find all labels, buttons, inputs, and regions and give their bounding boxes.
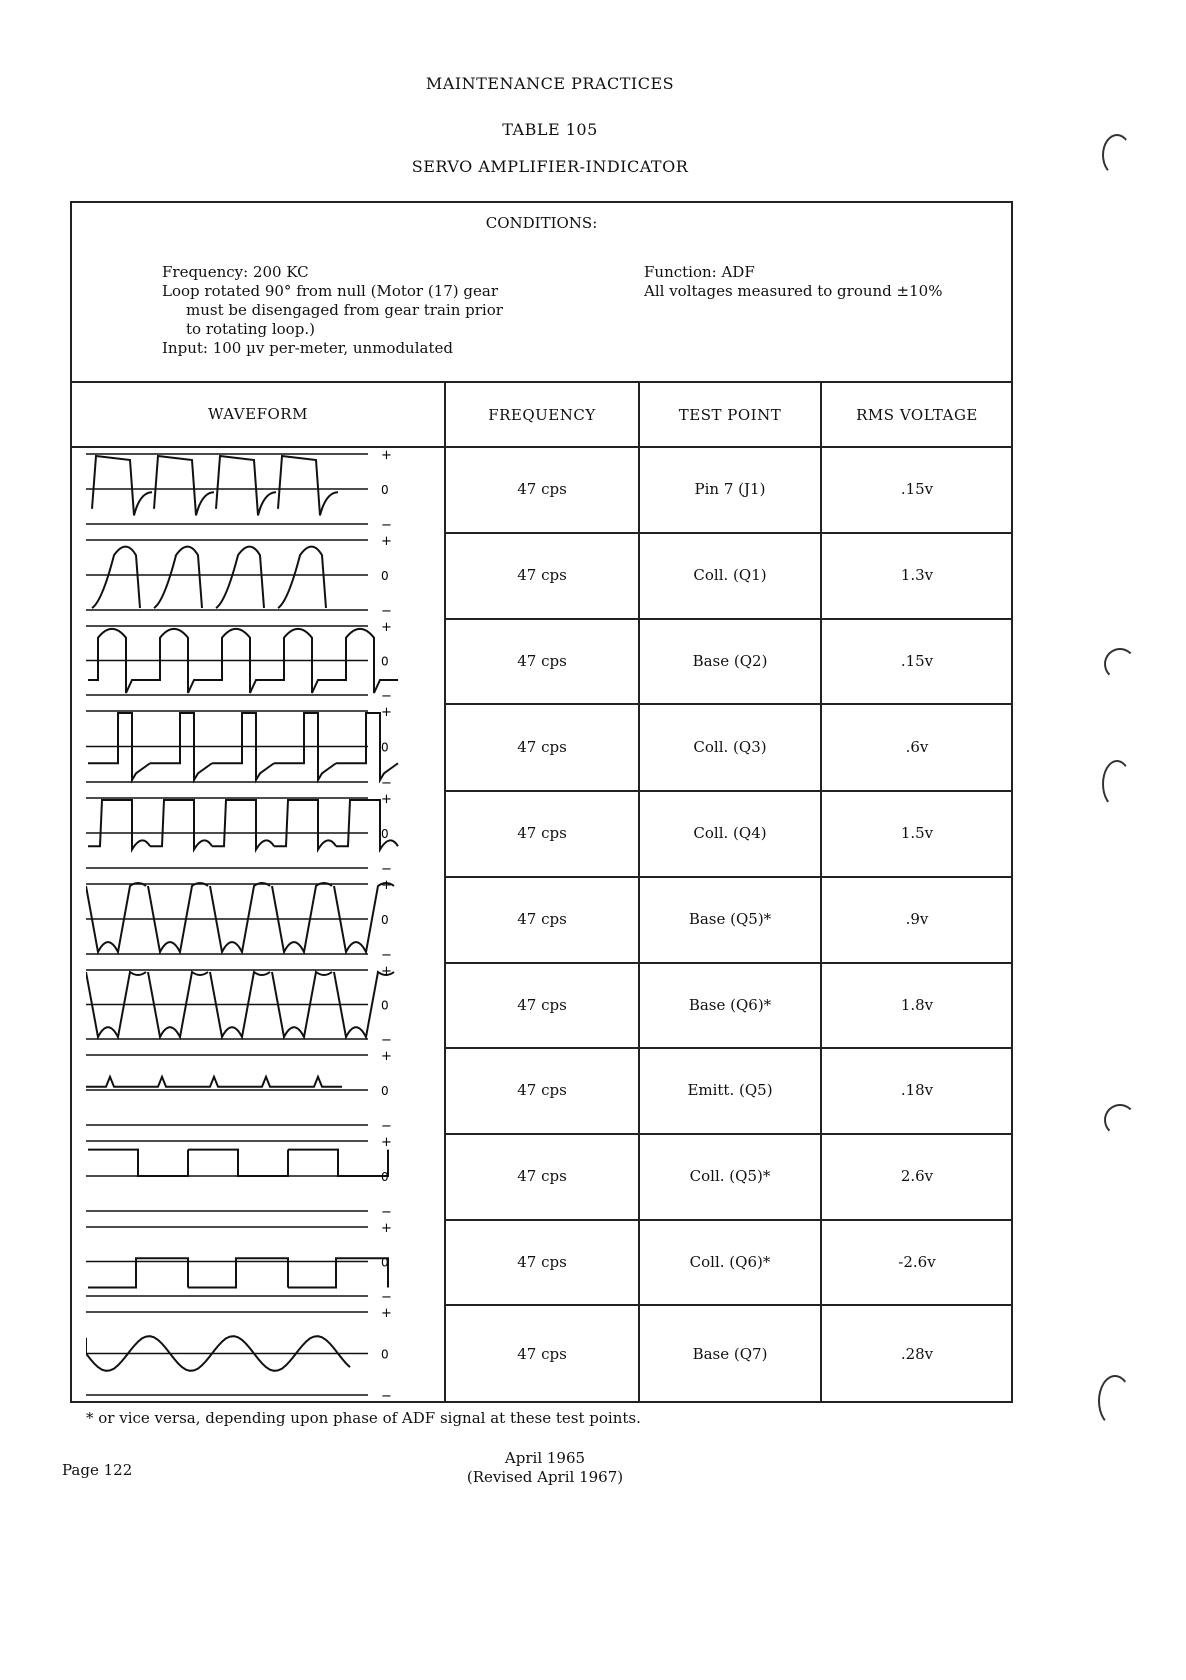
rms-voltage-cell: 1.5v: [900, 824, 934, 842]
test-point-cell: Base (Q2): [692, 651, 768, 670]
condition-line: to rotating loop.): [186, 320, 315, 338]
footer-revised: (Revised April 1967): [466, 1468, 624, 1486]
section-heading: MAINTENANCE PRACTICES: [425, 74, 675, 93]
frequency-cell: 47 cps: [517, 480, 567, 498]
axis-label-plus: +: [381, 534, 392, 549]
axis-label-zero: 0: [381, 654, 389, 669]
axis-label-zero: 0: [381, 1255, 389, 1270]
row-divider: [444, 703, 1013, 705]
waveform-trace: [86, 448, 392, 533]
axis-label-minus: −: [381, 604, 392, 619]
frequency-cell: 47 cps: [517, 1167, 567, 1185]
rms-voltage-cell: .6v: [905, 737, 929, 756]
axis-label-minus: −: [381, 776, 392, 791]
axis-label-zero: 0: [381, 1084, 389, 1098]
frequency-cell: 47 cps: [517, 566, 567, 584]
column-divider: [820, 381, 822, 1403]
column-divider: [444, 381, 446, 1403]
test-point-cell: Emitt. (Q5): [687, 1081, 773, 1099]
footnote: * or vice versa, depending upon phase of ADF signal at these test points.: [86, 1409, 641, 1427]
conditions-divider: [70, 381, 1013, 383]
frequency-cell: 47 cps: [517, 1081, 567, 1099]
axis-label-plus: +: [381, 1135, 392, 1150]
axis-label-minus: −: [381, 1119, 392, 1134]
condition-line: Loop rotated 90° from null (Motor (17) gear: [162, 282, 499, 300]
axis-label-minus: −: [381, 689, 392, 704]
punch-mark: [1098, 1375, 1132, 1427]
axis-label-plus: +: [381, 1306, 392, 1321]
row-divider: [444, 532, 1013, 534]
column-header-test-point: TEST POINT: [678, 406, 782, 424]
conditions-left: [162, 263, 503, 358]
punch-mark: [1102, 134, 1132, 176]
column-header-frequency: FREQUENCY: [488, 406, 596, 424]
row-divider: [444, 1047, 1013, 1049]
waveform-trace: [86, 705, 398, 791]
rms-voltage-cell: 2.6v: [900, 1167, 934, 1185]
frequency-cell: 47 cps: [517, 1252, 567, 1271]
axis-label-plus: +: [381, 705, 392, 720]
test-point-cell: Coll. (Q4): [693, 824, 767, 842]
rms-voltage-cell: .18v: [900, 1081, 934, 1099]
axis-label-minus: −: [381, 1290, 392, 1305]
row-divider: [444, 962, 1013, 964]
axis-label-zero: 0: [381, 827, 389, 841]
test-point-cell: Base (Q6)*: [688, 995, 772, 1014]
frequency-cell: 47 cps: [517, 1344, 567, 1363]
rms-voltage-cell: .15v: [900, 480, 934, 498]
waveform-trace: [86, 878, 394, 963]
axis-label-plus: +: [381, 620, 392, 635]
test-point-cell: Coll. (Q3): [693, 737, 767, 756]
axis-label-zero: 0: [381, 913, 389, 927]
row-divider: [444, 618, 1013, 620]
axis-label-zero: 0: [381, 1170, 389, 1184]
condition-line: Frequency: 200 KC: [162, 263, 309, 281]
axis-label-minus: −: [381, 1033, 392, 1048]
axis-label-minus: −: [381, 862, 392, 877]
rms-voltage-cell: -2.6v: [898, 1252, 936, 1271]
axis-label-zero: 0: [381, 740, 389, 755]
punch-mark: [1104, 648, 1136, 680]
test-point-cell: Base (Q7): [692, 1344, 768, 1363]
frequency-cell: 47 cps: [517, 824, 567, 842]
axis-label-plus: +: [381, 964, 392, 979]
rms-voltage-cell: .28v: [900, 1344, 934, 1363]
frequency-cell: 47 cps: [517, 910, 567, 928]
test-point-cell: Coll. (Q6)*: [689, 1252, 771, 1271]
page-number: Page 122: [62, 1461, 133, 1479]
condition-line: All voltages measured to ground ±10%: [644, 282, 943, 300]
punch-mark: [1102, 760, 1132, 808]
axis-label-plus: +: [381, 448, 392, 463]
column-header-waveform: WAVEFORM: [208, 405, 308, 423]
row-divider: [444, 1219, 1013, 1221]
test-point-cell: Coll. (Q1): [693, 566, 767, 584]
test-point-cell: Pin 7 (J1): [694, 480, 766, 498]
axis-label-minus: −: [381, 1389, 392, 1402]
waveform-trace: [86, 1221, 392, 1305]
table-title: SERVO AMPLIFIER-INDICATOR: [411, 157, 689, 176]
frequency-cell: 47 cps: [517, 651, 567, 670]
condition-line: Function: ADF: [644, 263, 755, 281]
condition-line: Input: 100 µv per-meter, unmodulated: [162, 339, 453, 357]
waveform-trace: [86, 534, 392, 619]
rms-voltage-cell: .15v: [900, 651, 934, 670]
frequency-cell: 47 cps: [517, 737, 567, 756]
axis-label-plus: +: [381, 1049, 392, 1064]
axis-label-plus: +: [381, 878, 392, 893]
row-divider: [444, 876, 1013, 878]
footer-date: April 1965: [504, 1449, 586, 1467]
row-divider: [444, 790, 1013, 792]
axis-label-zero: 0: [381, 569, 389, 583]
frequency-cell: 47 cps: [517, 995, 567, 1014]
rms-voltage-cell: .9v: [905, 910, 929, 928]
rms-voltage-cell: 1.3v: [900, 566, 934, 584]
waveform-trace: [86, 1049, 392, 1134]
waveform-trace: [86, 1306, 392, 1402]
test-point-cell: Coll. (Q5)*: [689, 1167, 771, 1185]
axis-label-minus: −: [381, 518, 392, 533]
row-divider: [444, 1304, 1013, 1306]
axis-label-plus: +: [381, 1221, 392, 1236]
axis-label-minus: −: [381, 948, 392, 963]
punch-mark: [1104, 1104, 1136, 1136]
waveform-column: [86, 447, 416, 1402]
axis-label-minus: −: [381, 1205, 392, 1220]
table-number: TABLE 105: [502, 120, 598, 139]
rms-voltage-cell: 1.8v: [900, 995, 934, 1014]
column-header-rms-voltage: RMS VOLTAGE: [856, 406, 978, 424]
condition-line: must be disengaged from gear train prior: [186, 301, 503, 319]
conditions-heading: CONDITIONS:: [485, 214, 598, 232]
axis-label-zero: 0: [381, 483, 389, 497]
waveform-trace: [86, 620, 398, 704]
row-divider: [444, 1133, 1013, 1135]
column-divider: [638, 381, 640, 1403]
waveform-trace: [86, 964, 394, 1048]
waveform-trace: [86, 1135, 392, 1220]
test-point-cell: Base (Q5)*: [688, 910, 772, 928]
axis-label-zero: 0: [381, 998, 389, 1013]
axis-label-zero: 0: [381, 1347, 389, 1362]
conditions-right: [644, 263, 942, 301]
axis-label-plus: +: [381, 792, 392, 807]
waveform-trace: [86, 792, 398, 877]
